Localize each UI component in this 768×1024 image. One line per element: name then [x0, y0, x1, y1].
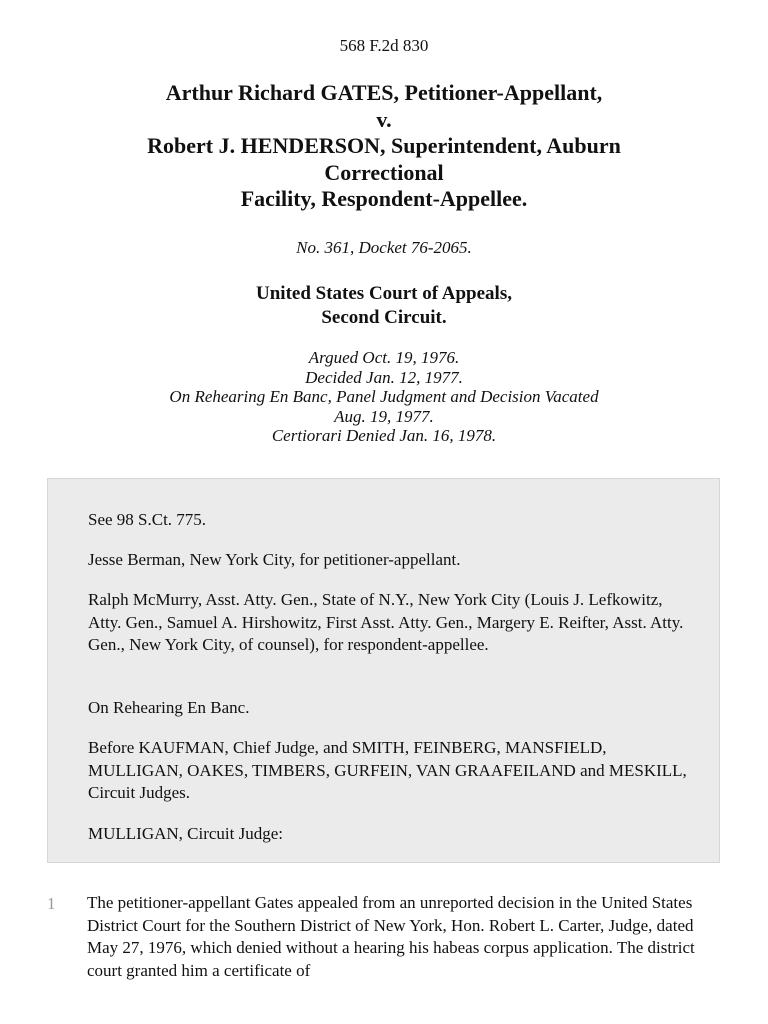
- certiorari-date: Certiorari Denied Jan. 16, 1978.: [271, 426, 497, 445]
- counsel-respondent: Ralph McMurry, Asst. Atty. Gen., State of N.Y., New York City (Louis J. Lefkowitz, Atty. Gen., Samuel A. Hirshowitz, First Asst. Atty. Gen., Margery E. Reifter, Asst. Atty. Gen., New York City, of counsel), for respondent-appellee.: [88, 590, 684, 655]
- caption-versus: v.: [376, 106, 392, 132]
- court-name: [0, 282, 768, 330]
- court-name-line-2: Second Circuit.: [321, 307, 447, 328]
- caption-respondent-line-1: Robert J. HENDERSON, Superintendent, Auburn: [147, 133, 621, 158]
- court-name-line-1: United States Court of Appeals,: [256, 283, 512, 304]
- paragraph-number: 1: [47, 894, 56, 913]
- rehearing-note: On Rehearing En Banc, Panel Judgment and Decision Vacated: [169, 387, 599, 406]
- rehearing-label: On Rehearing En Banc.: [88, 698, 250, 717]
- panel-judges: Before KAUFMAN, Chief Judge, and SMITH, FEINBERG, MANSFIELD, MULLIGAN, OAKES, TIMBERS, GURFEIN, VAN GRAAFEILAND and MESKILL, Circuit Judges.: [88, 738, 687, 803]
- docket-number: No. 361, Docket 76-2065.: [296, 238, 472, 257]
- case-citation: 568 F.2d 830: [339, 36, 429, 55]
- see-citation: See 98 S.Ct. 775.: [88, 510, 207, 529]
- counsel-petitioner: Jesse Berman, New York City, for petitioner-appellant.: [88, 550, 461, 569]
- syllabus-box: [47, 478, 720, 863]
- caption-respondent-line-3: Facility, Respondent-Appellee.: [240, 186, 528, 211]
- caption-respondent-line-2: Correctional: [324, 159, 444, 185]
- argued-date: Argued Oct. 19, 1976.: [308, 348, 460, 367]
- case-dates: [0, 348, 768, 446]
- caption-petitioner: Arthur Richard GATES, Petitioner-Appellant,: [165, 80, 603, 105]
- rehearing-date: Aug. 19, 1977.: [334, 406, 434, 426]
- decided-date: Decided Jan. 12, 1977.: [305, 367, 463, 387]
- case-caption: [0, 80, 768, 213]
- opinion-author: MULLIGAN, Circuit Judge:: [88, 824, 284, 843]
- paragraph-text: The petitioner-appellant Gates appealed from an unreported decision in the United States District Court for the Southern District of New York, Hon. Robert L. Carter, Judge, dated May 27, 1976, which denied without a hearing his habeas corpus application. The district court granted him a certificate of: [87, 893, 695, 980]
